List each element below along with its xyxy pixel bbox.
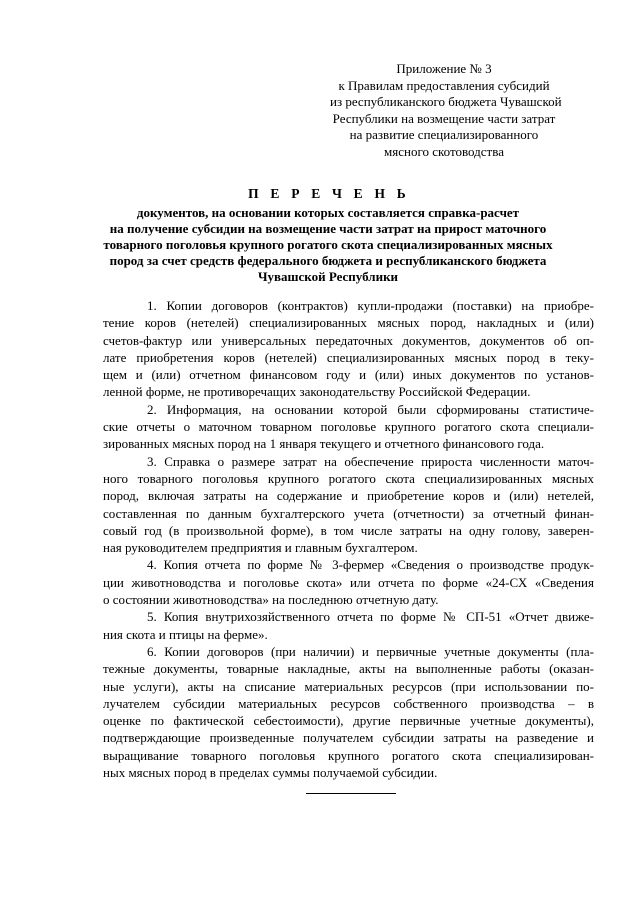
subtitle-line: Чувашской Республики (257, 269, 399, 284)
paragraph-5-line: 5. Копия внутрихозяйственного отчета по форме № СП-51 «Отчет движе- (147, 609, 594, 625)
paragraph-1-line: счетов-фактур или универсальных передаточных документов, документов об оп- (103, 332, 594, 348)
appendix-header (330, 61, 562, 161)
paragraph-2-line: ские отчеты о маточном товарном поголовье крупного рогатого скота специали- (103, 419, 594, 435)
appendix-line: Республики на возмещение части затрат (332, 110, 556, 126)
paragraph-6-line: лучателем субсидии материальных ресурсов собственного производства – в (103, 695, 594, 711)
paragraph-6-line: подтверждающие произведенные получателем субсидии затраты на разведение и (103, 730, 594, 746)
paragraph-6-line: выращивание товарного поголовья крупного рогатого скота специализирован- (103, 747, 594, 763)
paragraph-2-line: 2. Информация, на основании которой были сформированы статистиче- (147, 401, 594, 417)
paragraph-1-line: ленной форме, не противоречащих законодательству Российской Федерации. (103, 384, 531, 400)
paragraph-3-line: 3. Справка о размере затрат на обеспечение прироста численности маточ- (147, 453, 594, 469)
paragraph-1-line: лате приобретения коров (нетелей) специализированных мясных пород в теку- (103, 349, 594, 365)
subtitle-line: пород за счет средств федерального бюджета и республиканского бюджета (109, 253, 547, 268)
paragraph-4-line: ции животноводства и поголовье скота» или отчета по форме «24-СХ «Сведения (103, 574, 594, 590)
closing-rule (306, 793, 396, 794)
paragraph-6-line: ных мясных пород в пределах суммы получаемой субсидии. (103, 765, 438, 781)
paragraph-3-line: ного товарного поголовья крупного рогатого скота специализированных мясных (103, 470, 594, 486)
appendix-line: Приложение № 3 (396, 61, 492, 76)
appendix-line: на развитие специализированного (349, 127, 539, 143)
appendix-line: к Правилам предоставления субсидий (338, 77, 550, 93)
paragraph-2-line: зированных мясных пород на 1 января текущего и отчетного финансового года. (103, 436, 545, 452)
paragraph-4-line: 4. Копия отчета по форме № 3-фермер «Сведения о производстве продук- (147, 557, 594, 573)
paragraph-1-line: тение коров (нетелей) специализированных мясных пород, накладных и (или) (103, 315, 594, 331)
paragraph-6-line: оценке по фактической себестоимости), другие первичные учетные документы), (103, 713, 594, 729)
paragraph-3-line: совый год (в произвольной форме), в том числе затраты на одну голову, заверен- (103, 522, 594, 538)
subtitle-line: товарного поголовья крупного рогатого скота специализированных мясных (103, 237, 553, 252)
document-title: П Е Р Е Ч Е Н Ь (248, 186, 410, 201)
paragraph-4-line: о состоянии животноводства» на последнюю отчетную дату. (103, 592, 439, 608)
subtitle-line: на получение субсидии на возмещение части затрат на прирост маточного (109, 221, 547, 236)
document-body (103, 297, 594, 781)
paragraph-3-line: составленная по данным бухгалтерского учета (отчетности) за отчетный финан- (103, 505, 594, 521)
paragraph-1-line: 1. Копии договоров (контрактов) купли-продажи (поставки) на приобре- (147, 298, 594, 313)
paragraph-6-line: тежные документы, товарные накладные, акты на выполненные работы (оказан- (103, 661, 594, 677)
appendix-line: из республиканского бюджета Чувашской (330, 94, 562, 110)
paragraph-5-line: ния скота и птицы на ферме». (103, 626, 268, 642)
subtitle-line: документов, на основании которых составляется справка-расчет (136, 205, 520, 220)
document-subtitle (92, 205, 564, 285)
paragraph-3-line: пород, включая затраты на содержание и приобретение коров и (или) нетелей, (103, 488, 594, 504)
paragraph-3-line: ная руководителем предприятия и главным бухгалтером. (103, 540, 418, 556)
appendix-line: мясного скотоводства (384, 143, 504, 159)
paragraph-1-line: щем и (или) отчетном финансовом году и (или) иных документов по установ- (103, 367, 594, 383)
paragraph-6-line: ные услуги), акты на списание материальных ресурсов (при использовании по- (103, 678, 594, 694)
paragraph-6-line: 6. Копии договоров (при наличии) и первичные учетные документы (пла- (147, 643, 594, 659)
